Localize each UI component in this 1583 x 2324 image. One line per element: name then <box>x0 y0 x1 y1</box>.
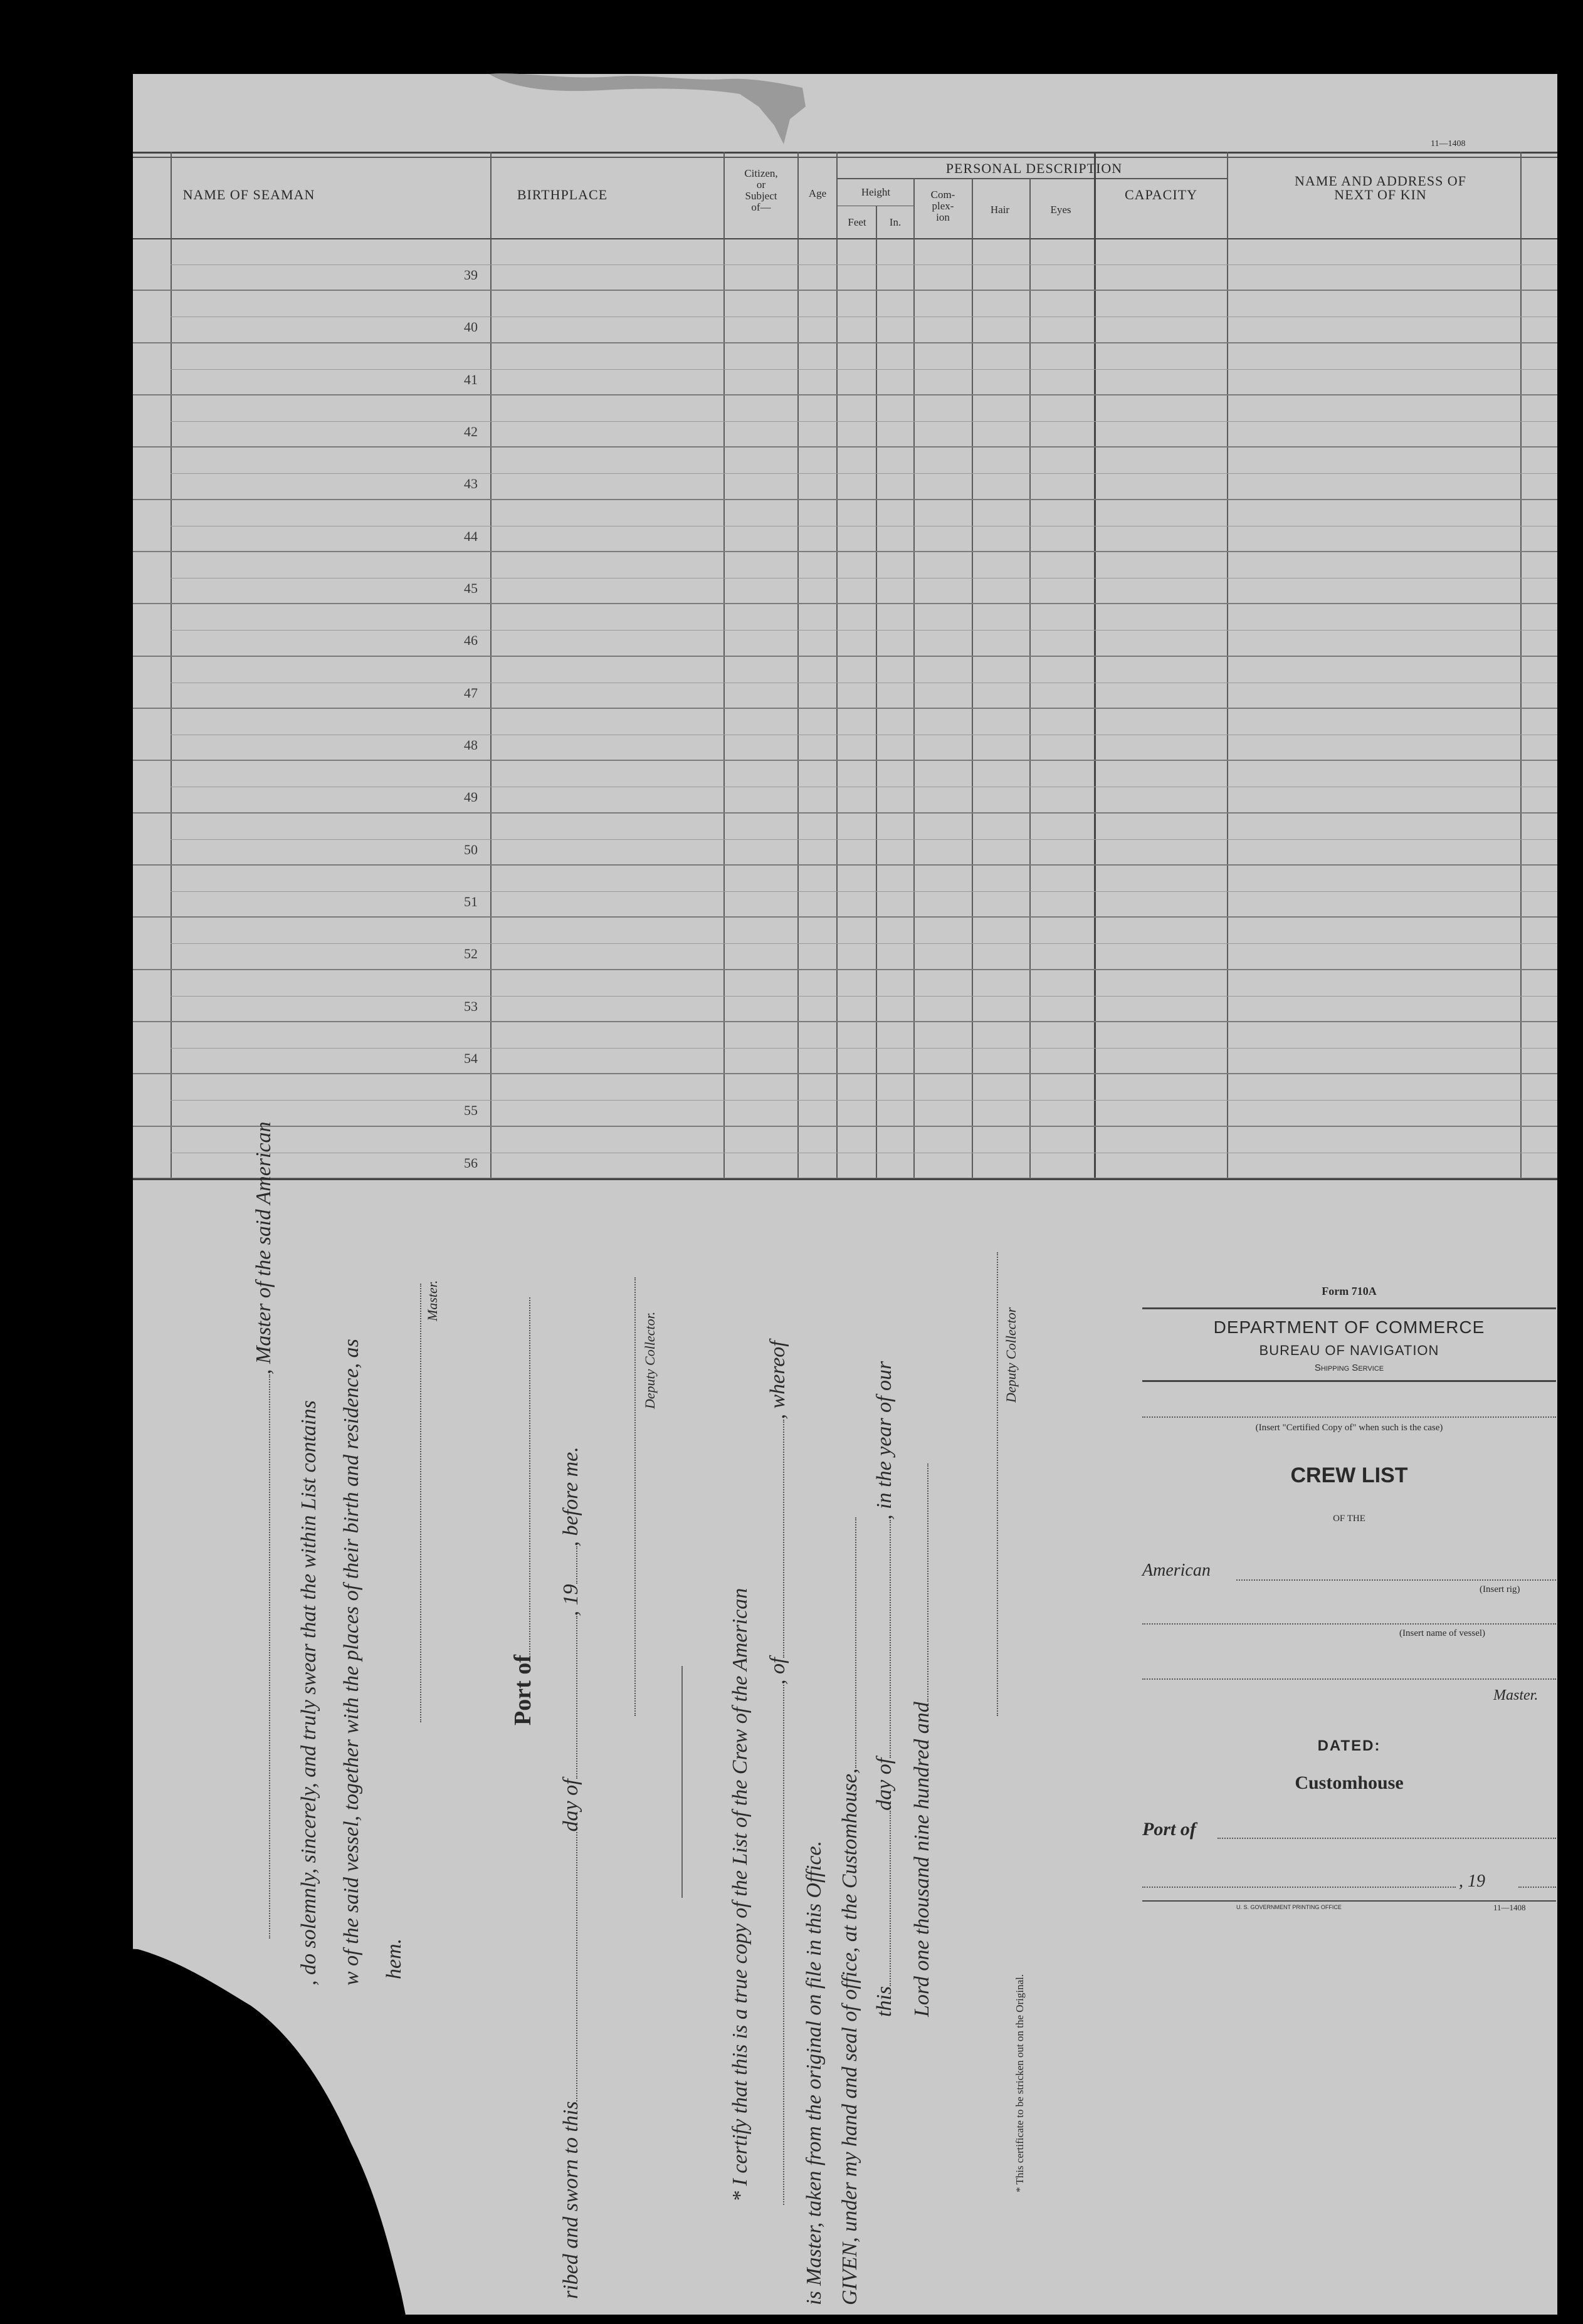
table-row <box>133 865 1557 917</box>
cover-certified-note: (Insert "Certified Copy of" when such is the case) <box>1255 1423 1443 1433</box>
row-number: 39 <box>464 267 478 283</box>
cover-service: Shipping Service <box>1314 1363 1384 1373</box>
row-number: 55 <box>464 1102 478 1119</box>
oath-master-of: , Master of the said American <box>252 1121 276 1939</box>
table-row-midline <box>171 839 1557 840</box>
cover-form-code: 11—1408 <box>1493 1903 1526 1912</box>
header-complexion: Com- plex- ion <box>930 189 955 223</box>
table-row <box>133 1022 1557 1074</box>
row-number: 54 <box>464 1050 478 1066</box>
oath-deputy-collector: Deputy Collector. <box>642 1311 658 1409</box>
cert-deputy-signature-line <box>997 1252 998 1716</box>
deputy-signature-line <box>634 1277 636 1716</box>
header-eyes: Eyes <box>1050 204 1071 216</box>
row-number: 40 <box>464 319 478 335</box>
table-row <box>133 604 1557 656</box>
header-personal-description: PERSONAL DESCRIPTION <box>945 160 1123 176</box>
cover-of-the: OF THE <box>1333 1514 1365 1524</box>
cover-certified-line <box>1142 1416 1556 1418</box>
cover-customhouse: Customhouse <box>1295 1772 1404 1793</box>
table-row <box>133 760 1557 812</box>
cert-this-day: thisday of, in the year of our <box>873 1361 896 2017</box>
header-name-of-seaman: NAME OF SEAMAN <box>182 187 315 202</box>
table-top-rule-2 <box>133 157 1557 158</box>
table-body <box>133 238 1557 1178</box>
cover-date-line <box>1142 1887 1456 1888</box>
cover-insert-rig: (Insert rig) <box>1480 1584 1520 1594</box>
row-number: 48 <box>464 737 478 753</box>
table-row-midline <box>171 891 1557 892</box>
cert-given: GIVEN, under my hand and seal of office, at the Customhouse, <box>838 1517 862 2305</box>
cert-lord: Lord one thousand nine hundred and <box>910 1463 934 2017</box>
row-number: 47 <box>464 684 478 701</box>
header-feet: Feet <box>848 216 866 228</box>
form-code-top: 11—1408 <box>1431 139 1466 149</box>
table-row <box>133 970 1557 1022</box>
cover-master-line <box>1142 1678 1556 1680</box>
table-row <box>133 447 1557 499</box>
row-number: 49 <box>464 789 478 805</box>
table-row <box>133 343 1557 395</box>
cover-department: DEPARTMENT OF COMMERCE <box>1213 1317 1485 1337</box>
oath-port-of: Port of <box>509 1297 537 1725</box>
cert-footnote: * This certificate to be stricken out on the Original. <box>1014 1974 1026 2192</box>
cover-title: CREW LIST <box>1290 1463 1408 1487</box>
cover-form-no: Form 710A <box>1322 1285 1377 1297</box>
cover-bureau: BUREAU OF NAVIGATION <box>1259 1343 1439 1358</box>
header-next-of-kin: NAME AND ADDRESS OF NEXT OF KIN <box>1295 173 1466 202</box>
cover-master: Master. <box>1493 1687 1538 1704</box>
table-row-midline <box>171 1100 1557 1101</box>
row-number: 51 <box>464 894 478 909</box>
cover-printer: U. S. GOVERNMENT PRINTING OFFICE <box>1236 1904 1342 1910</box>
header-hair: Hair <box>990 204 1010 216</box>
table-row-midline <box>171 421 1557 422</box>
table-row <box>133 656 1557 708</box>
table-row <box>133 813 1557 865</box>
cover-bottom-rule <box>1142 1900 1556 1902</box>
cover-vessel-line <box>1142 1623 1556 1625</box>
table-row-midline <box>171 1048 1557 1049</box>
cover-rule <box>1142 1380 1556 1382</box>
cover-port-of: Port of <box>1142 1819 1196 1840</box>
table-row-midline <box>171 264 1557 265</box>
torn-top-notch <box>489 69 840 163</box>
row-number: 52 <box>464 946 478 962</box>
cert-is-master: is Master, taken from the original on file in this Office. <box>802 1840 826 2305</box>
torn-corner <box>0 1943 752 2324</box>
table-row <box>133 395 1557 447</box>
table-bottom-rule <box>133 1178 1557 1180</box>
table-top-rule <box>133 152 1557 154</box>
cert-certify: * I certify that this is a true copy of the List of the Crew of the American <box>728 1588 752 2202</box>
table-row <box>133 1074 1557 1126</box>
row-number: 42 <box>464 424 478 439</box>
cover-year-line <box>1518 1887 1556 1888</box>
table-row-midline <box>171 630 1557 631</box>
header-height: Height <box>861 186 891 198</box>
pd-rule <box>836 178 1228 179</box>
row-number: 45 <box>464 580 478 596</box>
row-number: 53 <box>464 998 478 1014</box>
header-citizen: Citizen, or Subject of— <box>744 167 778 213</box>
cover-american: American <box>1142 1561 1211 1580</box>
cover-rule <box>1142 1307 1556 1309</box>
cover-year: , 19 <box>1459 1871 1485 1891</box>
row-number: 56 <box>464 1154 478 1171</box>
header-birthplace: BIRTHPLACE <box>517 187 608 202</box>
cover-port-line <box>1217 1838 1556 1839</box>
table-row-midline <box>171 996 1557 997</box>
header-inches: In. <box>889 216 902 228</box>
table-row <box>133 1126 1557 1178</box>
cert-deputy-collector: Deputy Collector <box>1003 1307 1019 1403</box>
table-row <box>133 290 1557 342</box>
table-row <box>133 238 1557 290</box>
row-number: 50 <box>464 841 478 857</box>
oath-hem: hem. <box>382 1938 406 1979</box>
row-number: 41 <box>464 371 478 387</box>
oath-master-signature: Master. <box>424 1280 440 1321</box>
row-number: 43 <box>464 476 478 492</box>
master-signature-line <box>420 1284 421 1722</box>
oath-solemnly: , do solemnly, sincerely, and truly swear that the within List contains <box>297 1400 320 1986</box>
cert-of-whereof: , of, whereof <box>766 1341 790 2205</box>
row-number: 46 <box>464 632 478 649</box>
table-row-midline <box>171 473 1557 474</box>
table-row-midline <box>171 369 1557 370</box>
table-row <box>133 552 1557 604</box>
table-row-midline <box>171 943 1557 944</box>
header-capacity: CAPACITY <box>1125 187 1197 202</box>
oath-vessel: w of the said vessel, together with the places of their birth and residence, as <box>340 1339 363 1986</box>
table-row <box>133 917 1557 969</box>
cover-insert-name: (Insert name of vessel) <box>1399 1628 1486 1638</box>
table-row <box>133 500 1557 552</box>
cover-rig-line <box>1236 1579 1556 1581</box>
table-row <box>133 708 1557 760</box>
header-age: Age <box>808 187 827 199</box>
section-divider <box>681 1666 683 1898</box>
row-number: 44 <box>464 528 478 544</box>
cover-dated: DATED: <box>1317 1737 1381 1754</box>
oath-subscribed: ribed and sworn to thisday of, 19, before me. <box>559 1447 582 2299</box>
